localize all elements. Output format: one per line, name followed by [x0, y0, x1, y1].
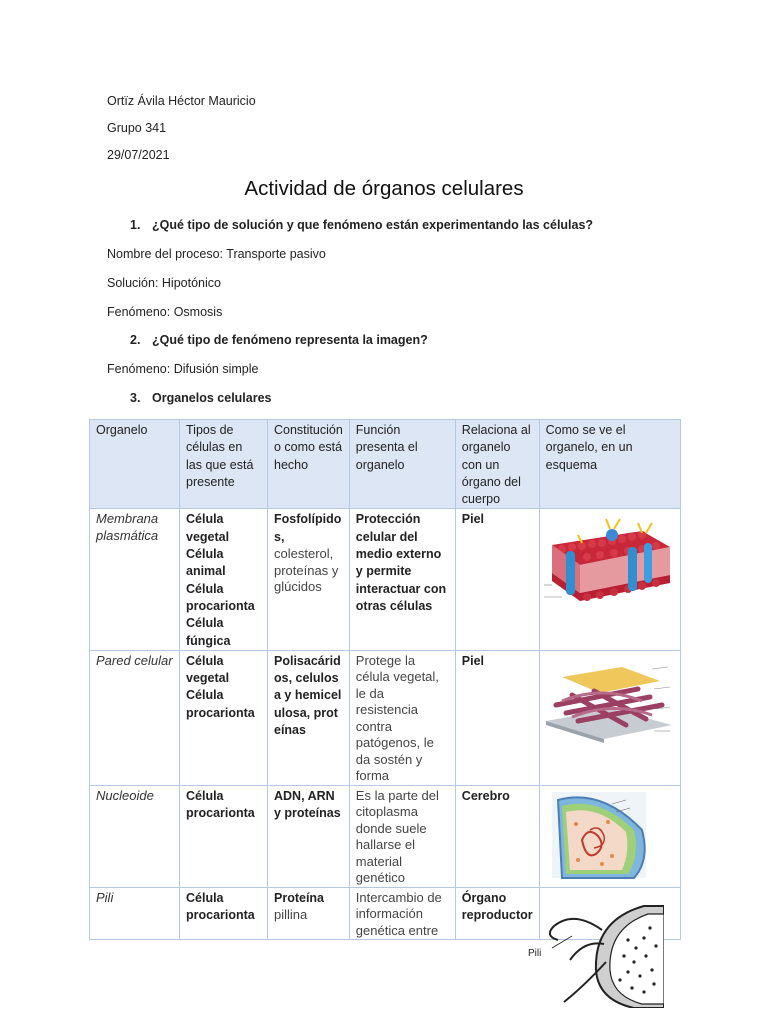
cell-types: [180, 650, 268, 785]
author-name: Ortïz Ávila Héctor Mauricio: [107, 94, 256, 108]
question-number: 1.: [130, 218, 141, 232]
related-organ: Órgano reproductor: [455, 887, 539, 940]
question-text: ¿Qué tipo de solución y que fenómeno están experimentando las células?: [152, 218, 594, 232]
cell-membrane-diagram: [542, 513, 676, 613]
cell-type: Célula vegetal: [186, 653, 230, 686]
organelle-name: Membrana plasmática: [90, 509, 180, 650]
column-header: Tipos de células en las que está presente: [180, 420, 268, 509]
constitution: Polisacáridos, celulosa y hemicelulosa, proteínas: [268, 650, 350, 785]
function: Intercambio de información genética entre: [349, 887, 455, 940]
cell-type: Célula procarionta: [186, 788, 255, 821]
question-number: 3.: [130, 391, 141, 405]
pili-diagram: [524, 900, 664, 1008]
solution-line: Solución: Hipotónico: [107, 276, 221, 290]
cell-type: Célula vegetal: [186, 512, 230, 544]
constitution: [268, 509, 350, 650]
nucleoid-diagram: [542, 790, 676, 880]
table-row: [90, 785, 681, 887]
organelle-image-cell: [539, 650, 680, 785]
organelle-name: Pared celular: [90, 650, 180, 785]
question-number: 2.: [130, 333, 141, 347]
constitution: [268, 887, 350, 940]
cell-type: Célula animal: [186, 547, 226, 579]
cell-type: Célula procarionta: [186, 890, 255, 923]
question-text: ¿Qué tipo de fenómeno representa la imagen?: [152, 333, 428, 347]
cell-types: [180, 887, 268, 940]
function: Protección celular del medio externo y permite interactuar con otras células: [349, 509, 455, 650]
organelles-table: [89, 419, 681, 940]
constitution-rest: pillina: [274, 907, 308, 923]
column-header: Organelo: [90, 420, 180, 509]
table-header-row: [90, 420, 681, 509]
table-row: [90, 509, 681, 650]
function: Es la parte del citoplasma donde suele hallarse el material genético: [349, 785, 455, 887]
organelle-name: Nucleoide: [90, 785, 180, 887]
pili-label: Pili: [528, 948, 542, 959]
cell-types: [180, 785, 268, 887]
constitution: ADN, ARN y proteínas: [268, 785, 350, 887]
organelle-image-cell: [539, 785, 680, 887]
column-header: Relaciona al organelo con un órgano del cuerpo: [455, 420, 539, 509]
date-label: 29/07/2021: [107, 148, 170, 162]
cell-types: [180, 509, 268, 650]
question-text: Organelos celulares: [152, 391, 272, 405]
column-header: Constitución o como está hecho: [268, 420, 350, 509]
organelle-image-cell: [539, 509, 680, 650]
phenomenon-line: Fenómeno: Osmosis: [107, 305, 223, 319]
page-title: Actividad de órganos celulares: [244, 177, 524, 200]
group-label: Grupo 341: [107, 121, 167, 135]
related-organ: Cerebro: [455, 785, 539, 887]
related-organ: Piel: [455, 650, 539, 785]
constitution-bold: Fosfolípidos,: [274, 512, 342, 544]
process-line: Nombre del proceso: Transporte pasivo: [107, 247, 326, 261]
phenomenon-2-line: Fenómeno: Difusión simple: [107, 362, 259, 376]
cell-type: Célula procarionta: [186, 688, 255, 720]
cell-type: Célula fúngica: [186, 616, 231, 648]
cell-type: Célula procarionta: [186, 581, 255, 613]
constitution-rest: colesterol, proteínas y glúcidos: [274, 546, 339, 595]
column-header: Como se ve el organelo, en un esquema: [539, 420, 680, 509]
column-header: Función presenta el organelo: [349, 420, 455, 509]
table-row: [90, 650, 681, 785]
related-organ: Piel: [455, 509, 539, 650]
organelle-name: Pili: [90, 887, 180, 940]
constitution-bold: Proteína: [274, 890, 325, 905]
cell-wall-diagram: [542, 655, 676, 745]
function: Protege la célula vegetal, le da resistencia contra patógenos, le da sostén y forma: [349, 650, 455, 785]
